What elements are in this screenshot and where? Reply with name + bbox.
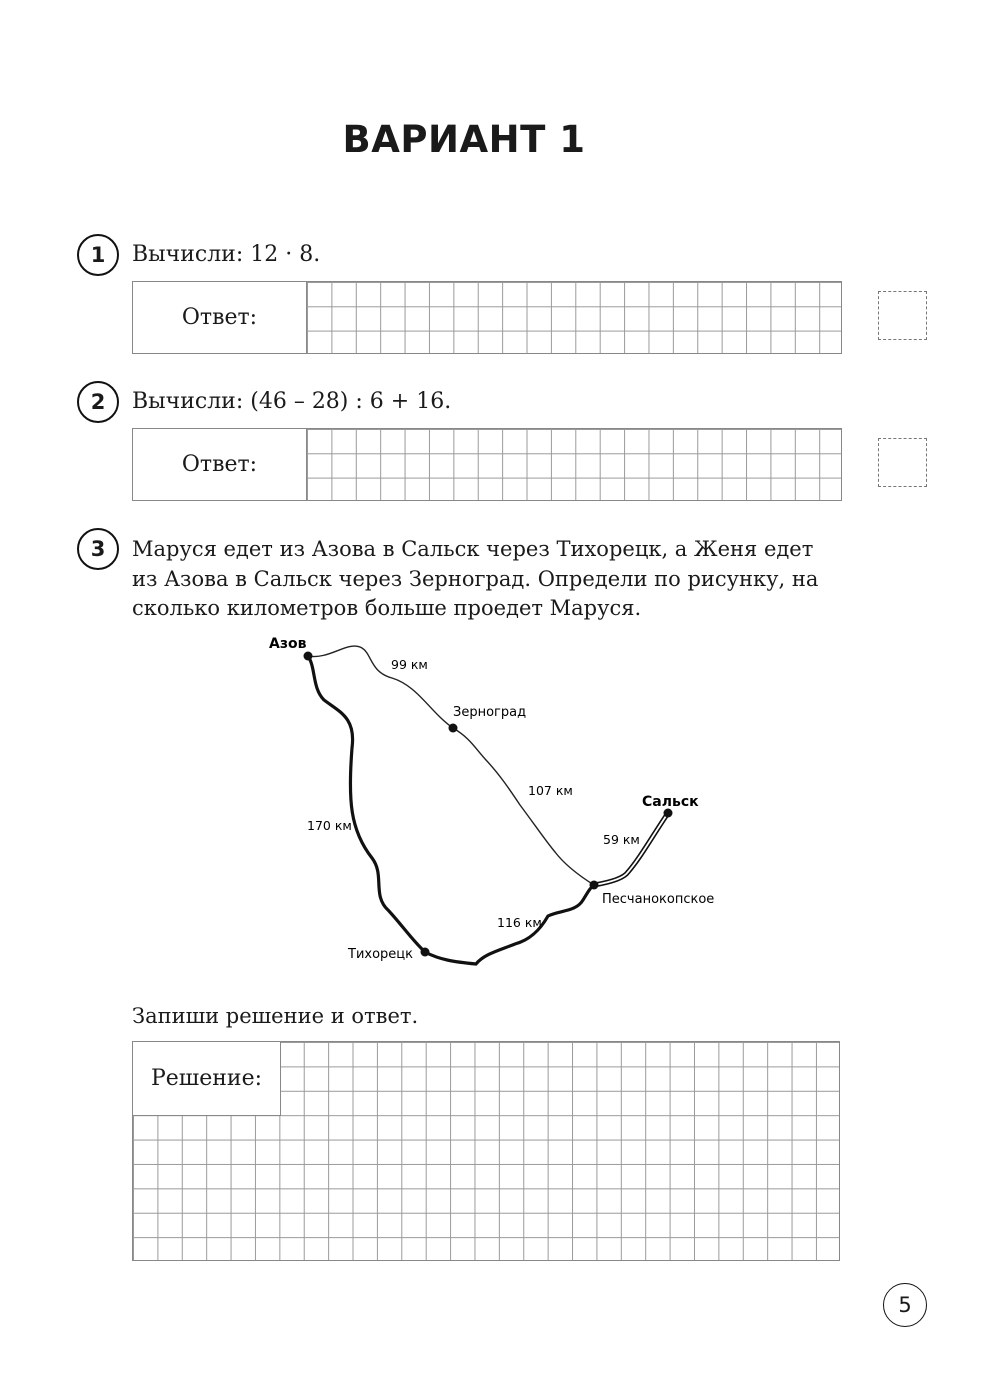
- city-dot-zernograd: [449, 724, 458, 733]
- task-2-text: Вычисли: (46 – 28) : 6 + 16.: [132, 389, 452, 414]
- city-dot-peschanokopskoe: [590, 881, 599, 890]
- city-dot-tikhoretsk: [421, 948, 430, 957]
- task-3-instruction: Запиши решение и ответ.: [132, 1004, 419, 1028]
- task-1-text: Вычисли: 12 · 8.: [132, 242, 321, 267]
- answer-label: Ответ:: [181, 452, 258, 477]
- distance-label-azov-zernograd: 99 км: [391, 657, 428, 672]
- distance-label-peschanokopskoe-salsk: 59 км: [603, 832, 640, 847]
- task-3-line: из Азова в Сальск через Зерноград. Определи по рисунку, на: [132, 566, 819, 591]
- answer-label: Ответ:: [181, 305, 258, 330]
- task-3-number: 3: [77, 528, 119, 570]
- road-azov-tikhoretsk-peschanokopskoe: [308, 656, 594, 964]
- city-label-azov: Азов: [269, 636, 307, 652]
- city-label-zernograd: Зерноград: [453, 705, 527, 720]
- task-3-line: Маруся едет из Азова в Сальск через Тихорецк, а Женя едет: [132, 537, 814, 561]
- city-dot-azov: [304, 652, 313, 661]
- distance-label-tikhoretsk-peschanokopskoe: 116 км: [497, 915, 542, 930]
- city-label-tikhoretsk: Тихорецк: [348, 947, 413, 962]
- task-2-number: 2: [77, 381, 119, 423]
- page-title: ВАРИАНТ 1: [342, 118, 586, 161]
- solution-grid[interactable]: [132, 1041, 840, 1261]
- solution-label: Решение:: [133, 1042, 281, 1116]
- task-1-number: 1: [77, 234, 119, 276]
- page-number: 5: [883, 1283, 927, 1327]
- city-label-salsk: Сальск: [642, 794, 699, 810]
- task-3-line: сколько километров больше проедет Маруся.: [132, 596, 642, 620]
- road-peschanokopskoe-salsk-outer: [594, 813, 668, 885]
- distance-label-zernograd-peschanokopskoe: 107 км: [528, 783, 573, 798]
- road-peschanokopskoe-salsk-inner: [594, 813, 668, 885]
- city-label-peschanokopskoe: Песчанокопское: [602, 892, 715, 907]
- distance-label-azov-tikhoretsk: 170 км: [307, 818, 352, 833]
